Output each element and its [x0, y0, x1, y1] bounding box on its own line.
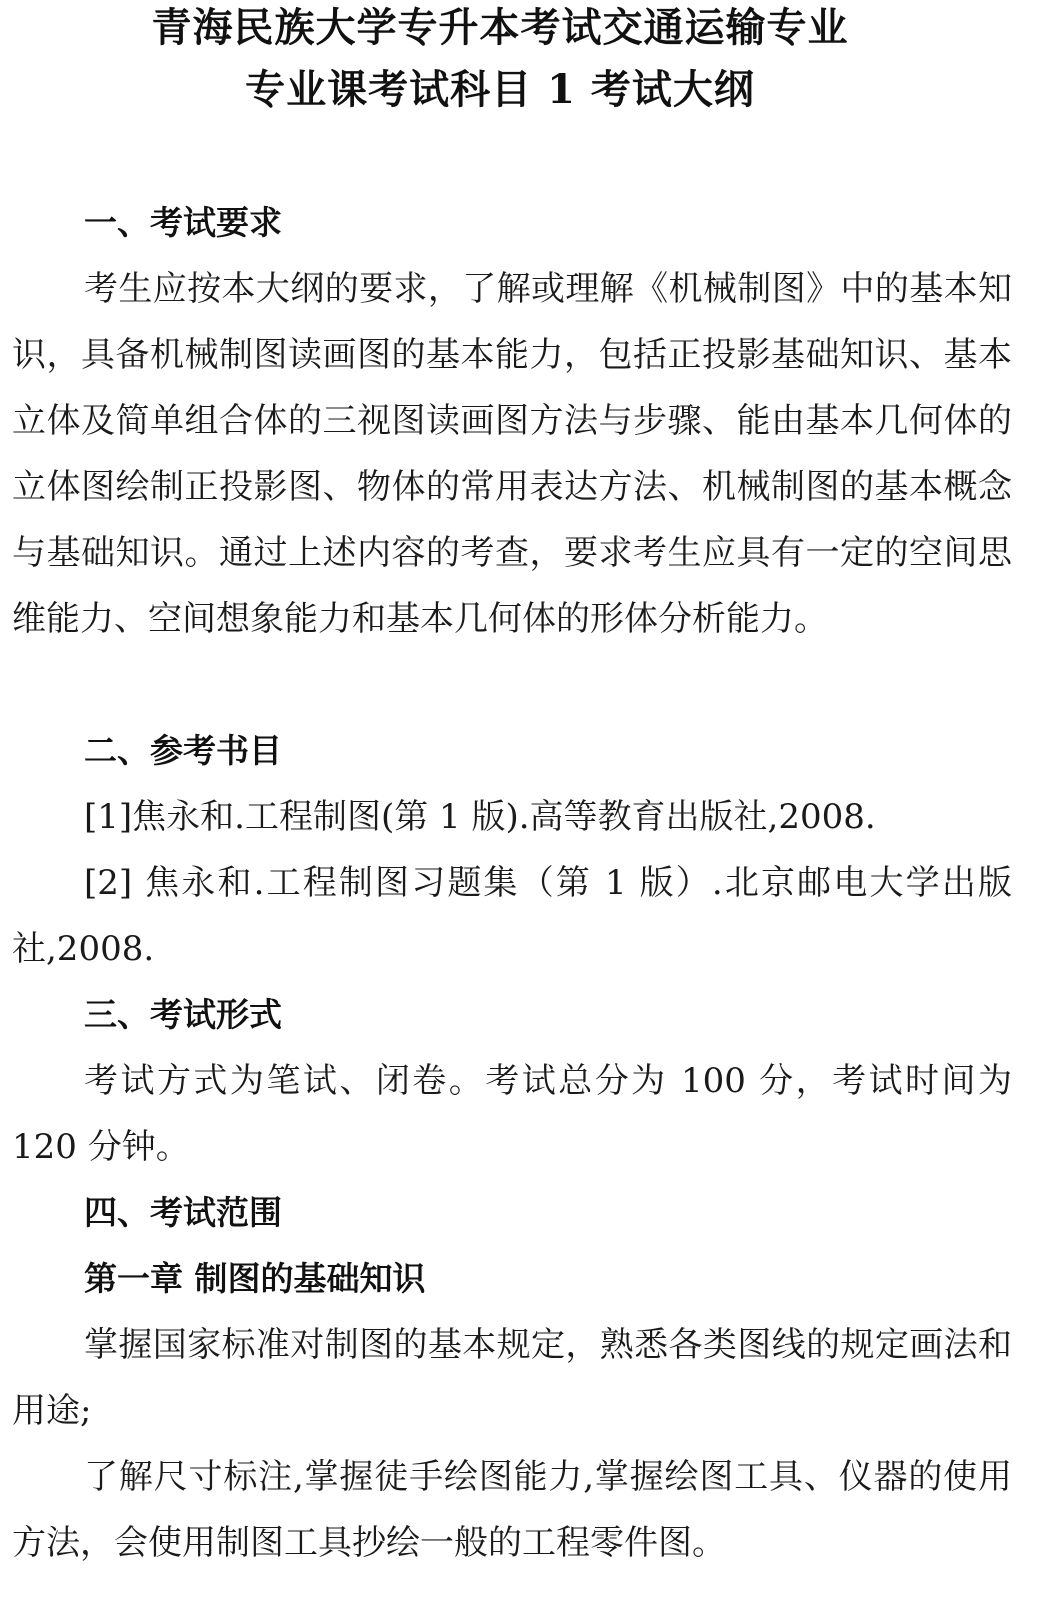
section-3-paragraph-block — [12, 1048, 1012, 1180]
section-2-heading: 二、参考书目 — [84, 731, 282, 770]
chapter-1-paragraph-2: 了解尺寸标注,掌握徒手绘图能力,掌握绘图工具、仪器的使用方法，会使用制图工具抄绘一般的工程零件图。 — [12, 1457, 1012, 1563]
section-1-paragraph: 考生应按本大纲的要求，了解或理解《机械制图》中的基本知识，具备机械制图读画图的基本能力，包括正投影基础知识、基本立体及简单组合体的三视图读画图方法与步骤、能由基本几何体的立体图绘制正投影图、物体的常用表达方法、机械制图的基本概念与基础知识。通过上述内容的考查，要求考生应具有一定的空间思维能力、空间想象能力和基本几何体的形体分析能力。 — [12, 269, 1012, 639]
document-title-line-2: 专业课考试科目 1 考试大纲 — [245, 66, 755, 113]
chapter-1-heading: 第一章 制图的基础知识 — [84, 1259, 426, 1298]
chapter-1-paragraph-1: 掌握国家标准对制图的基本规定，熟悉各类图线的规定画法和用途; — [12, 1325, 1012, 1431]
section-2-references — [12, 784, 1012, 982]
section-3-heading: 三、考试形式 — [84, 995, 282, 1034]
reference-2: [2] 焦永和.工程制图习题集（第 1 版）.北京邮电大学出版社,2008. — [12, 863, 1012, 969]
section-1-heading: 一、考试要求 — [84, 203, 282, 242]
chapter-1-content — [12, 1312, 1012, 1576]
section-1-paragraph-block — [12, 256, 1012, 652]
section-4-heading: 四、考试范围 — [84, 1193, 282, 1232]
section-3-paragraph: 考试方式为笔试、闭卷。考试总分为 100 分，考试时间为 120 分钟。 — [12, 1061, 1012, 1167]
document-title-line-1: 青海民族大学专升本考试交通运输专业 — [151, 4, 849, 51]
reference-1: [1]焦永和.工程制图(第 1 版).高等教育出版社,2008. — [84, 797, 876, 837]
